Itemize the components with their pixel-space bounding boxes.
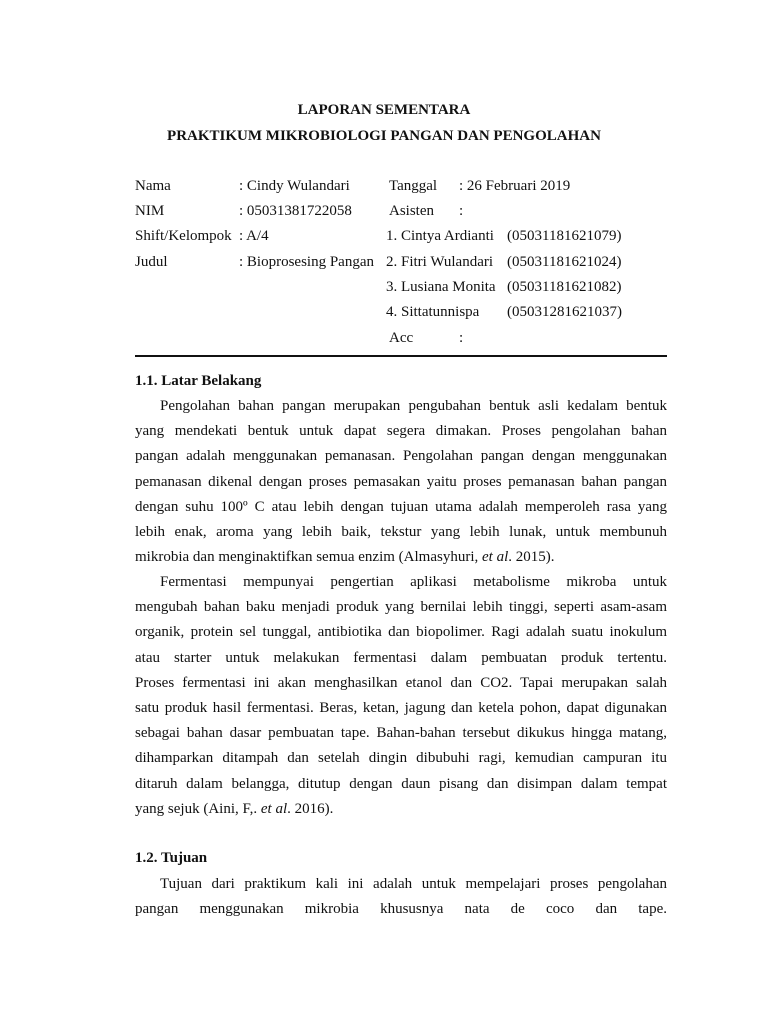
text-line: atau starter untuk melakukan fermentasi dalam pembuatan produk tertentu. [135,649,667,666]
shift-value: : A/4 [239,228,269,244]
nim-value: : 05031381722058 [239,203,352,219]
asisten-name: 2. Fitri Wulandari [386,254,494,270]
text-line: ditaruh dalam belangga, ditutup dengan daun pisang dan disimpan dalam tempat [135,775,667,792]
judul-label: Judul [135,254,168,270]
paragraph-2 [135,570,667,822]
text-line: Fermentasi mempunyai pengertian aplikasi metabolisme mikroba untuk [160,574,667,590]
text-segment: . 2016). [287,800,334,817]
text-line: Tujuan dari praktikum kali ini adalah untuk mempelajari proses pengolahan [160,876,667,892]
text-line: pangan adalah menggunakan pemanasan. Pengolahan pangan dengan menggunakan [135,448,667,465]
text-line [135,545,667,570]
text-line: organik, protein sel tunggal, antibiotika dan biopolimer. Ragi adalah suatu inokulum [135,624,667,641]
text-segment: mikrobia dan menginaktifkan semua enzim (Almasyhuri, [135,549,482,566]
judul-value: : Bioprosesing Pangan [239,254,374,270]
text-segment: yang sejuk (Aini, F,. [135,800,261,817]
asisten-name: 4. Sittatunnispa [386,304,480,320]
asisten-id: (05031181621079) [507,228,622,244]
acc-value: : [459,330,464,346]
text-line: pemanasan dikenal dengan proses pemasakan yaitu proses pemanasan bahan pangan [135,473,667,490]
asisten-value: : [459,203,464,219]
text-line: dihamparkan ditampah dan setelah dingin dibubuhi ragi, kemudian campuran itu [135,750,667,767]
text-line: pangan menggunakan mikrobia khususnya nata de coco dan tape. [135,901,667,918]
nama-value: : Cindy Wulandari [239,178,350,194]
report-title: LAPORAN SEMENTARA [297,102,471,118]
header-divider [135,355,667,357]
text-line: Pengolahan bahan pangan merupakan pengubahan bentuk asli kedalam bentuk [160,398,667,414]
paragraph-1 [135,394,667,570]
nama-label: Nama [135,178,171,194]
asisten-name: 1. Cintya Ardianti [386,228,494,244]
paragraph-tujuan [135,872,667,922]
text-line: lebih enak, aroma yang lebih baik, tekstur yang lebih lunak, untuk membunuh [135,523,667,540]
nim-label: NIM [135,203,165,219]
tanggal-value: : 26 Februari 2019 [459,178,571,194]
asisten-id: (05031181621082) [507,279,622,295]
section-heading-tujuan: 1.2. Tujuan [135,850,208,866]
text-line: satu produk hasil fermentasi. Beras, ketan, jagung dan ketela pohon, dapat digunakan [135,699,667,716]
asisten-id: (05031281621037) [507,304,622,320]
text-line: Proses fermentasi ini akan menghasilkan etanol dan CO2. Tapai merupakan salah [135,674,667,691]
asisten-id: (05031181621024) [507,254,622,270]
asisten-label: Asisten [389,203,434,219]
tanggal-label: Tanggal [389,178,438,194]
text-line: yang mendekati bentuk untuk dapat segera dimakan. Proses pengolahan bahan [135,423,667,440]
shift-label: Shift/Kelompok [135,228,232,244]
text-line: sebagai bahan dasar pembuatan tape. Bahan-bahan tersebut dikukus hingga matang, [135,725,667,742]
text-line [135,797,667,822]
text-segment: . 2015). [508,549,555,566]
acc-label: Acc [389,330,414,346]
citation-italic: et al [260,800,288,817]
section-heading-latar-belakang: 1.1. Latar Belakang [135,373,262,389]
citation-italic: et al [482,549,509,566]
text-line: mengubah bahan baku menjadi produk yang bernilai lebih tinggi, seperti asam-asam [135,599,667,616]
report-subtitle: PRAKTIKUM MIKROBIOLOGI PANGAN DAN PENGOLAHAN [167,128,601,144]
text-line: dengan suhu 100º C atau lebih dengan tujuan utama adalah memperoleh rasa yang [135,498,667,515]
asisten-name: 3. Lusiana Monita [386,279,496,295]
